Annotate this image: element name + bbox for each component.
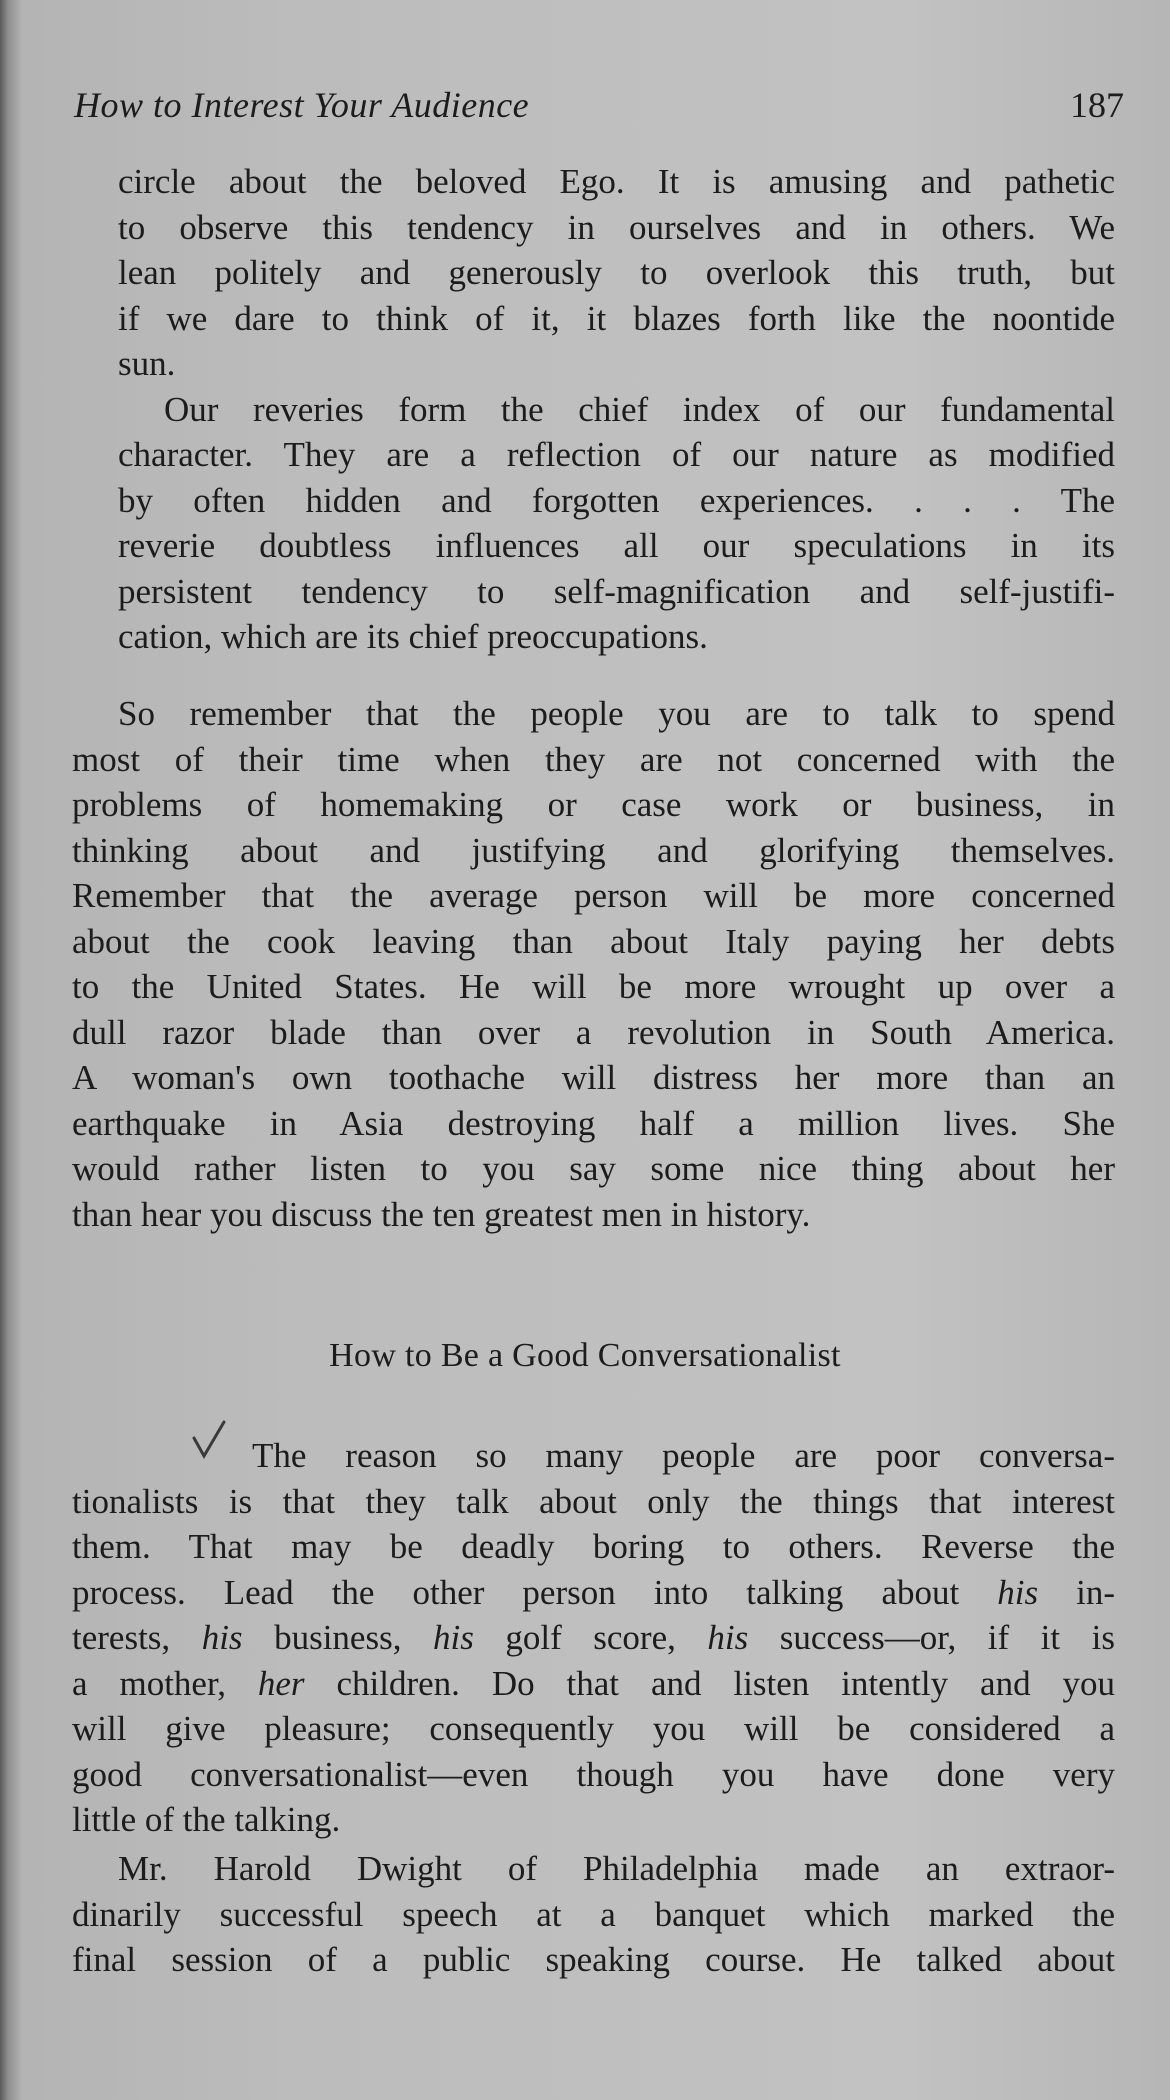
text-segment: will give pleasure; consequently you will be considered a bbox=[72, 1709, 1115, 1748]
text-segment: The reason so many people are poor conversa- bbox=[252, 1436, 1115, 1475]
text-line: by often hidden and forgotten experiences. . . . The bbox=[118, 480, 1115, 520]
text-segment: business, bbox=[242, 1618, 433, 1657]
running-header bbox=[74, 84, 1124, 134]
text-line: earthquake in Asia destroying half a million lives. She bbox=[72, 1103, 1115, 1143]
paragraph bbox=[72, 1433, 1115, 1843]
text-line bbox=[72, 1615, 1115, 1661]
text-line bbox=[72, 1752, 1115, 1798]
text-line: would rather listen to you say some nice thing about her bbox=[72, 1149, 1115, 1188]
text-segment: good conversationalist—even though you have done very bbox=[72, 1754, 1115, 1794]
text-line: Our reveries form the chief index of our fundamental bbox=[164, 389, 1115, 429]
emphasis: his bbox=[997, 1572, 1039, 1612]
text-line: Remember that the average person will be more concerned bbox=[72, 876, 1115, 915]
text-line: about the cook leaving than about Italy paying her debts bbox=[72, 921, 1115, 961]
text-segment: terests, bbox=[72, 1618, 202, 1657]
text-line bbox=[72, 1570, 1115, 1616]
emphasis: her bbox=[257, 1663, 305, 1703]
text-line: sun. bbox=[118, 344, 176, 383]
text-line: thinking about and justifying and glorifying themselves. bbox=[72, 830, 1115, 870]
text-segment: golf score, bbox=[473, 1618, 708, 1657]
text-line: if we dare to think of it, it blazes forth like the noontide bbox=[118, 298, 1115, 338]
text-line: persistent tendency to self-magnification and self-justifi- bbox=[118, 571, 1115, 611]
text-line: dinarily successful speech at a banquet which marked the bbox=[72, 1894, 1115, 1934]
text-segment: success—or, if it is bbox=[748, 1618, 1115, 1657]
text-segment: process. Lead the other person into talking about bbox=[72, 1572, 998, 1612]
text-line: to observe this tendency in ourselves and in others. We bbox=[118, 207, 1115, 247]
text-line: lean politely and generously to overlook this truth, but bbox=[118, 253, 1115, 292]
text-line: most of their time when they are not concerned with the bbox=[72, 739, 1115, 779]
text-line bbox=[72, 1797, 1115, 1843]
text-line: circle about the beloved Ego. It is amusing and pathetic bbox=[118, 162, 1115, 201]
text-segment: little of the talking. bbox=[72, 1800, 341, 1839]
text-line bbox=[72, 1524, 1115, 1570]
text-line: cation, which are its chief preoccupations. bbox=[118, 617, 708, 656]
text-line: than hear you discuss the ten greatest men in history. bbox=[72, 1194, 811, 1234]
text-line: reverie doubtless influences all our speculations in its bbox=[118, 526, 1115, 565]
emphasis: his bbox=[201, 1618, 243, 1657]
text-line bbox=[72, 1479, 1115, 1525]
handwritten-checkmark-icon bbox=[190, 1418, 230, 1462]
text-line bbox=[72, 1661, 1115, 1707]
chapter-title: How to Interest Your Audience bbox=[74, 85, 530, 125]
text-line: final session of a public speaking course. He talked about bbox=[72, 1940, 1115, 1979]
text-line: Mr. Harold Dwight of Philadelphia made an extraor- bbox=[118, 1849, 1115, 1888]
page-number: 187 bbox=[1070, 85, 1124, 125]
text-line: So remember that the people you are to talk to spend bbox=[118, 694, 1115, 733]
text-segment: them. That may be deadly boring to others. Reverse the bbox=[72, 1527, 1115, 1566]
text-line: to the United States. He will be more wrought up over a bbox=[72, 967, 1115, 1006]
section-heading: How to Be a Good Conversationalist bbox=[329, 1337, 841, 1374]
text-line bbox=[72, 1706, 1115, 1752]
text-line: A woman's own toothache will distress her more than an bbox=[72, 1058, 1115, 1097]
paragraph bbox=[72, 1846, 1115, 1983]
text-line: problems of homemaking or case work or business, in bbox=[72, 785, 1115, 824]
emphasis: his bbox=[707, 1618, 749, 1657]
text-segment: in- bbox=[1038, 1572, 1115, 1612]
block-quote bbox=[118, 159, 1115, 660]
text-line: character. They are a reflection of our nature as modified bbox=[118, 435, 1115, 474]
text-line: dull razor blade than over a revolution in South America. bbox=[72, 1012, 1115, 1052]
paragraph bbox=[72, 691, 1115, 1237]
text-segment: a mother, bbox=[72, 1663, 258, 1703]
emphasis: his bbox=[432, 1618, 474, 1657]
text-segment: children. Do that and listen intently and you bbox=[304, 1663, 1115, 1703]
text-segment: tionalists is that they talk about only the things that interest bbox=[72, 1481, 1115, 1521]
